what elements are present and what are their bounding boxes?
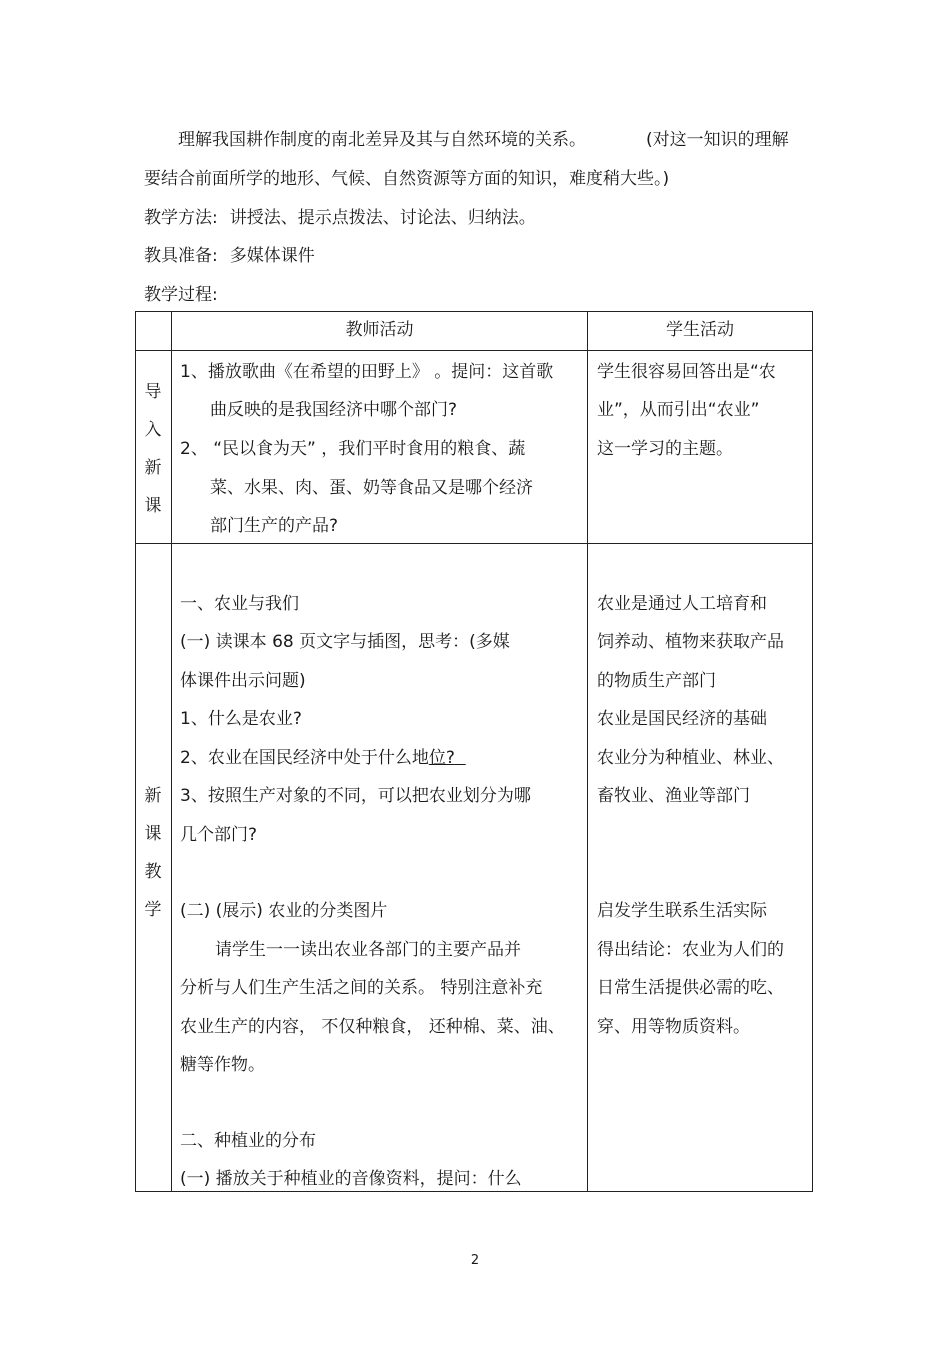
table-border-bottom [135, 1191, 813, 1192]
objective-text: 理解我国耕作制度的南北差异及其与自然环境的关系。 [178, 130, 586, 150]
intro-line-2: 要结合前面所学的地形、气候、自然资源等方面的知识，难度稍大些。) [144, 169, 670, 189]
intro-line-1 [144, 128, 814, 152]
section-label-intro: 导 入 新 课 [144, 382, 162, 516]
main-student-line: 启发学生联系生活实际 [597, 901, 767, 921]
main-teacher-line: (二) (展示) 农业的分类图片 [180, 901, 388, 921]
main-student-line: 农业是通过人工培育和 [597, 594, 767, 614]
main-teacher-line: 请学生一一读出农业各部门的主要产品并 [215, 940, 521, 960]
intro-teacher-line: 部门生产的产品? [210, 516, 339, 536]
intro-student-line: 这一学习的主题。 [597, 439, 733, 459]
table-section-divider [135, 543, 813, 544]
tools-label: 教具准备: [144, 246, 218, 266]
main-student-line: 农业分为种植业、林业、 [597, 748, 784, 768]
main-teacher-line: 一、农业与我们 [180, 594, 299, 614]
tools-value: 多媒体课件 [229, 246, 315, 266]
teaching-method [144, 206, 814, 230]
intro-teacher-line: 曲反映的是我国经济中哪个部门? [210, 400, 458, 420]
method-label: 教学方法: [144, 208, 218, 228]
main-student-line: 得出结论：农业为人们的 [597, 940, 784, 960]
table-divider-label [171, 311, 172, 1192]
objective-note: (对这一知识的理解 [646, 130, 789, 150]
intro-teacher-line: 菜、水果、肉、蛋、奶等食品又是哪个经济 [210, 478, 533, 498]
section-label-new-lesson: 新 课 教 学 [144, 786, 162, 920]
table-divider-student [587, 311, 588, 1192]
intro-student-line: 业”，从而引出“农业” [597, 400, 760, 420]
page-number: 2 [470, 1253, 480, 1268]
underlined-answer-blank: 位? [428, 748, 455, 768]
main-teacher-line: 糖等作物。 [180, 1055, 265, 1075]
teaching-tools [144, 244, 814, 268]
header-teacher-activity: 教师活动 [345, 320, 414, 340]
main-teacher-line: 体课件出示问题) [180, 671, 306, 691]
main-student-line: 日常生活提供必需的吃、 [597, 978, 784, 998]
main-teacher-line: 1、什么是农业? [180, 709, 302, 729]
main-teacher-line: 二、种植业的分布 [180, 1131, 316, 1151]
main-student-line: 的物质生产部门 [597, 671, 716, 691]
intro-teacher-line: 2、 “民以食为天” ，我们平时食用的粮食、蔬 [180, 439, 526, 459]
header-student-activity: 学生活动 [666, 320, 734, 340]
teaching-process-label: 教学过程: [144, 285, 218, 305]
main-teacher-line: 农业生产的内容， 不仅种粮食， 还种棉、菜、油、 [180, 1017, 565, 1037]
main-teacher-line: (一) 播放关于种植业的音像资料，提问：什么 [180, 1169, 522, 1189]
main-student-line: 畜牧业、渔业等部门 [597, 786, 750, 806]
main-teacher-line: 几个部门? [180, 825, 258, 845]
main-student-line: 穿、用等物质资料。 [597, 1017, 750, 1037]
main-teacher-line: 2、农业在国民经济中处于什么地位? [180, 748, 455, 768]
main-student-line: 饲养动、植物来获取产品 [597, 632, 784, 652]
intro-student-line: 学生很容易回答出是“农 [597, 362, 776, 382]
method-value: 讲授法、提示点拨法、讨论法、归纳法。 [229, 208, 536, 228]
table-border-right [812, 311, 813, 1192]
main-teacher-line: 分析与人们生产生活之间的关系。 特别注意补充 [180, 978, 543, 998]
main-teacher-line: (一) 读课本 68 页文字与插图，思考：(多媒 [180, 632, 510, 652]
lesson-table [135, 311, 813, 1192]
main-student-line: 农业是国民经济的基础 [597, 709, 767, 729]
table-header-divider [135, 350, 813, 351]
main-teacher-line: 3、按照生产对象的不同，可以把农业划分为哪 [180, 786, 531, 806]
intro-teacher-line: 1、播放歌曲《在希望的田野上》 。提问：这首歌 [180, 362, 554, 382]
